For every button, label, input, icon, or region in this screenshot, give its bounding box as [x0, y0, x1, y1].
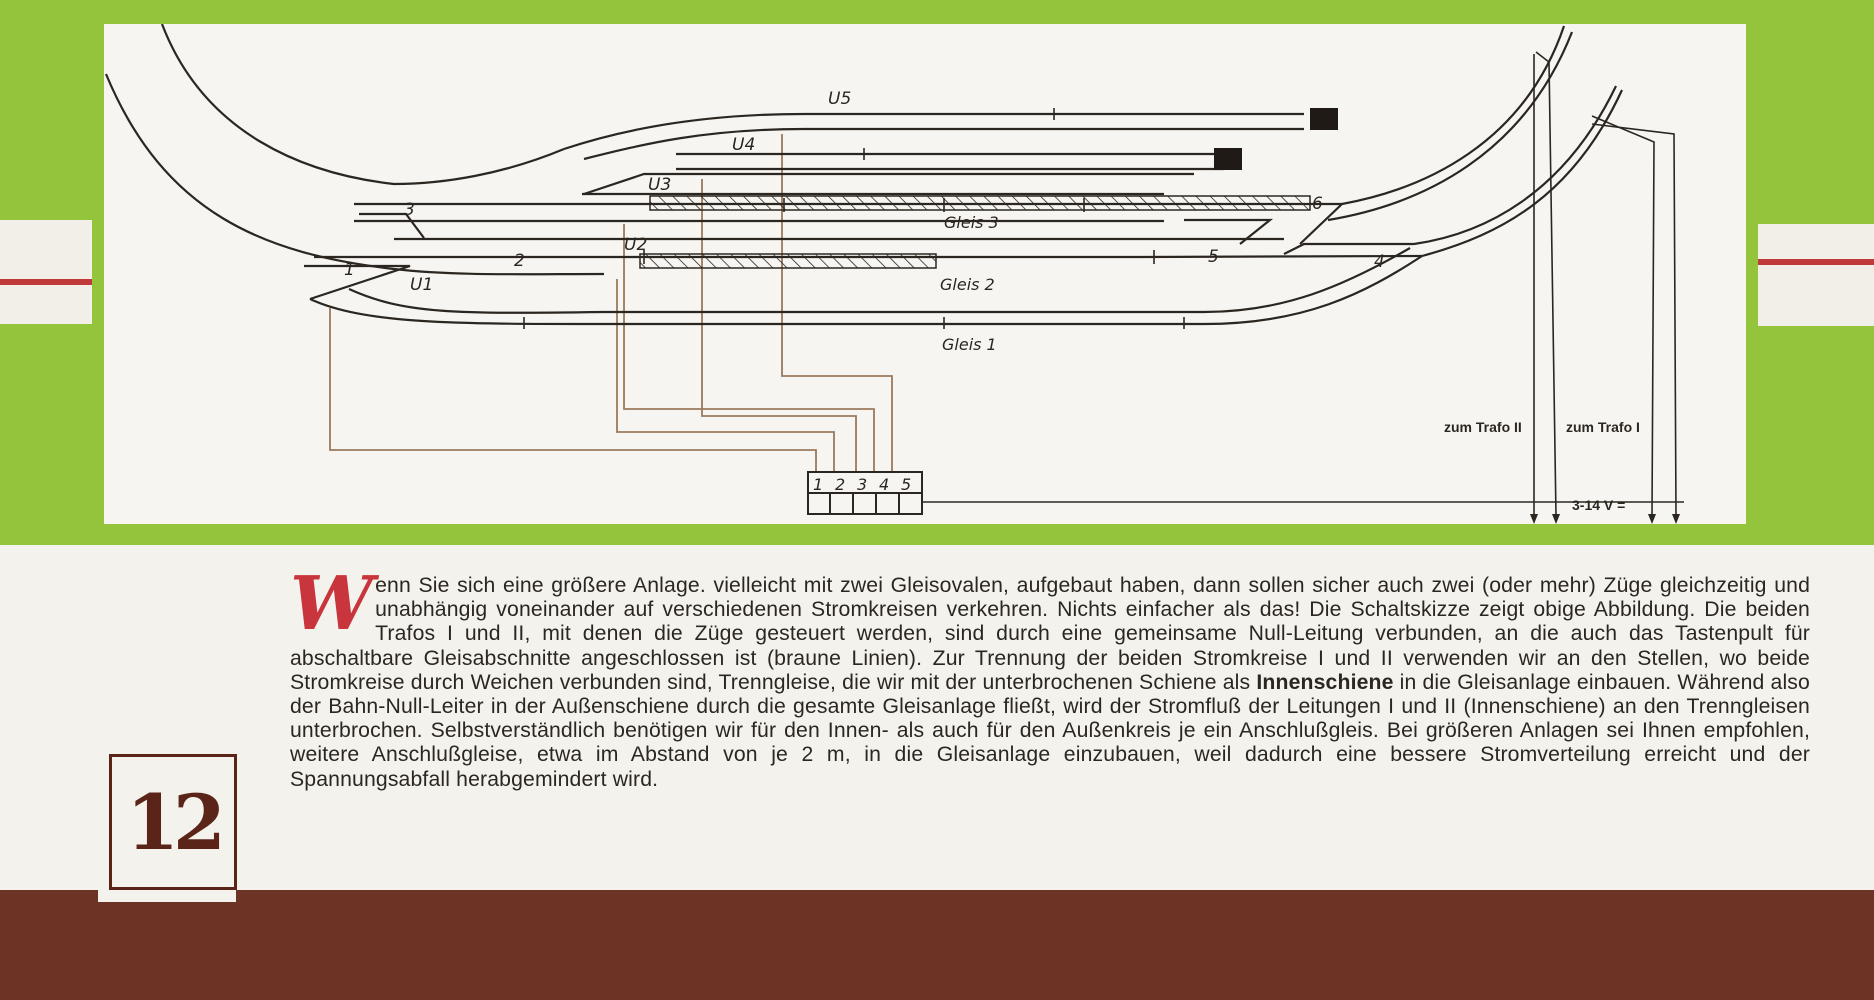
- label-u2: U2: [624, 235, 648, 255]
- tracks: [106, 24, 1622, 324]
- wire-2: [617, 279, 834, 479]
- inner-curve-left: [162, 24, 564, 184]
- label-junction-6: 6: [1312, 194, 1323, 214]
- label-junction-4: 4: [1374, 252, 1385, 272]
- outer-curve-left: [106, 74, 604, 274]
- panel-number-2: 2: [835, 475, 846, 494]
- wire-trafo1-a: [1592, 116, 1654, 516]
- label-voltage: 3-14 V =: [1572, 497, 1626, 513]
- label-junction-5: 5: [1208, 247, 1219, 267]
- outer-curve-right: [1414, 86, 1616, 244]
- label-gleis-2: Gleis 2: [940, 275, 995, 294]
- diagram-svg: [104, 24, 1746, 524]
- junction-5: [1184, 220, 1270, 244]
- right-red-stripe: [1758, 259, 1874, 265]
- inner-curve-right: [1342, 26, 1564, 204]
- wire-trafo1-b: [1592, 124, 1676, 516]
- left-red-stripe: [0, 279, 92, 285]
- spur-u3-b: [584, 174, 1194, 194]
- panel-number-4: 4: [879, 475, 890, 494]
- page-number: 12: [126, 777, 220, 867]
- panel-number-1: 1: [813, 475, 824, 494]
- label-u1: U1: [410, 275, 434, 295]
- right-margin-tab: [1758, 224, 1874, 326]
- outer-curve-right-b: [1422, 90, 1622, 256]
- spur-u5: [564, 114, 1304, 149]
- track-wiring-diagram: [104, 24, 1746, 524]
- label-gleis-3: Gleis 3: [944, 213, 999, 232]
- article-text-end: in die Gleisanlage einbauen. Während also der Bahn-Null-Leiter in der Außenschiene durch die gesamte Gleisanlage fließt, wird der Stromfluß der Leitungen I und II (Innenschiene) an den Trenngleisen unterbrochen. Selbstverständlich benötigen wir für den Innen- als auch für den Außenkreis je ein Anschlußgleis. Bei größeren Anlagen sei Ihnen empfohlen, weitere Anschlußgleise, etwa im Abstand von je 2 m, in die Gleisanlage einzubauen, weil dadurch eine bessere Stromverteilung erreicht und der Spannungsabfall herabgemindert wird.: [290, 670, 1810, 791]
- label-junction-2: 2: [514, 251, 525, 271]
- wire-trafo2-b: [1536, 52, 1556, 516]
- label-zum-trafo-1: zum Trafo I: [1566, 419, 1640, 435]
- left-margin-tab: [0, 220, 92, 324]
- wire-5: [782, 134, 892, 479]
- label-gleis-1: Gleis 1: [942, 335, 997, 354]
- junction-4: [1284, 244, 1414, 254]
- wire-1: [330, 308, 816, 479]
- buffer-stop-u4: [1214, 148, 1242, 170]
- dropcap-letter: W: [290, 561, 366, 647]
- article-text: enn Sie sich eine größere Anlage. vielleicht mit zwei Gleisovalen, aufgebaut haben, dann sollen sicher auch zwei (oder mehr) Züge gleichzeitig und unabhängig voneinander auf verschiedenen Stromkreisen verkehren. Nichts einfacher als das! Die Schaltskizze zeigt obige Abbildung. Die beiden Trafos I und II, mit denen die Züge gesteuert werden, sind durch eine gemeinsame Null-Leitung verbunden, an die auch das Tastenpult für abschaltbare Gleisabschnitte angeschlossen ist (braune Linien). Zur Trennung der beiden Stromkreise I und II verwenden wir an den Stellen, wo beide Stromkreise durch Weichen verbunden sind, Trenngleise, die wir mit der unterbrochenen Schiene als: [290, 574, 1810, 694]
- buffer-stop-u5: [1310, 108, 1338, 130]
- isolated-section-gleis2: [640, 254, 936, 268]
- article-bold-term: Innenschiene: [1256, 670, 1394, 694]
- label-u3: U3: [648, 175, 672, 195]
- label-zum-trafo-2: zum Trafo II: [1444, 419, 1522, 435]
- label-u4: U4: [732, 135, 756, 155]
- wire-3: [702, 179, 856, 479]
- label-junction-3: 3: [404, 200, 415, 220]
- panel-number-5: 5: [901, 475, 912, 494]
- article-body: [290, 561, 1810, 792]
- label-u5: U5: [828, 89, 852, 109]
- junction-1: [304, 266, 410, 299]
- label-junction-1: 1: [344, 260, 355, 280]
- track-ticks: [524, 108, 1184, 329]
- panel-number-3: 3: [857, 475, 868, 494]
- isolated-section-gleis3: [650, 196, 1310, 210]
- power-wires: [922, 52, 1684, 516]
- power-arrows: [1530, 514, 1680, 524]
- brown-footer-band: [0, 890, 1874, 1000]
- page-number-box: [109, 754, 237, 890]
